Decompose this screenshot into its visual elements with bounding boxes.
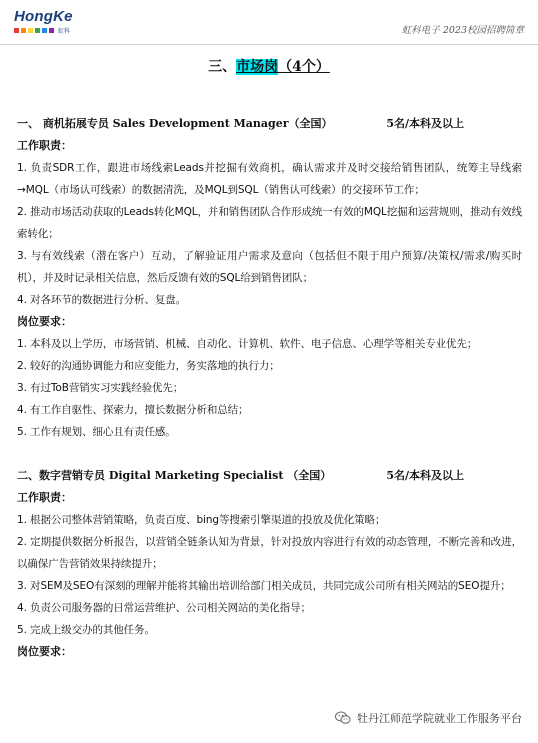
duties-label: 工作职责： xyxy=(17,491,72,504)
logo-text: HongKe xyxy=(14,8,73,25)
requirement-item: 3. 有过ToB营销实习实践经验优先； xyxy=(17,382,184,394)
logo-dot xyxy=(28,28,33,33)
wechat-icon xyxy=(335,711,351,725)
logo-dot xyxy=(49,28,54,33)
logo-dot xyxy=(21,28,26,33)
duty-item: 2. 推动市场活动获取的Leads转化MQL，并和销售团队合作形成统一有效的MQL挖掘和运营规则，推动有效线索转化； xyxy=(17,206,522,240)
section-gap xyxy=(17,443,522,465)
requirement-item: 2. 较好的沟通协调能力和应变能力，务实落地的执行力； xyxy=(17,360,280,372)
duties-label: 工作职责： xyxy=(17,139,72,152)
job-quota: 5名/本科及以上 xyxy=(386,117,464,130)
job-title: 一、 商机拓展专员 Sales Development Manager（全国） xyxy=(17,117,333,130)
duty-item: 1. 根据公司整体营销策略，负责百度、bing等搜索引擎渠道的投放及优化策略； xyxy=(17,514,386,526)
requirement-item: 1. 本科及以上学历，市场营销、机械、自动化、计算机、软件、电子信息、心理学等相关专业优先； xyxy=(17,338,478,350)
job-title: 二、数字营销专员 Digital Marketing Specialist （全国） xyxy=(17,469,332,482)
job-quota: 5名/本科及以上 xyxy=(386,469,464,482)
job-heading xyxy=(17,465,522,487)
header-right-text: 虹科电子 2023校园招聘简章 xyxy=(401,25,524,36)
title-prefix: 三、 xyxy=(208,59,237,75)
duty-item: 3. 与有效线索（潜在客户）互动，了解验证用户需求及意向（包括但不限于用户预算/决策权/需求/购买时机），并及时记录相关信息，然后反馈有效的SQL给到销售团队； xyxy=(17,250,522,284)
logo-sub-text: 虹科 xyxy=(58,28,71,35)
duty-item: 4. 对各环节的数据进行分析、复盘。 xyxy=(17,294,187,306)
logo-dot xyxy=(35,28,40,33)
job-heading xyxy=(17,113,522,135)
logo-color-bar xyxy=(14,26,73,35)
duty-item: 2. 定期提供数据分析报告，以营销全链条认知为背景，针对投放内容进行有效的动态管理，不断完善和改进，以确保广告营销效果持续提升； xyxy=(17,536,522,570)
watermark-text: 牡丹江师范学院就业工作服务平台 xyxy=(357,712,522,725)
logo-dot xyxy=(14,28,19,33)
duty-item: 4. 负责公司服务器的日常运营维护、公司相关网站的美化指导； xyxy=(17,602,311,614)
title-suffix: （4个） xyxy=(278,59,330,75)
duty-item: 1. 负责SDR工作，跟进市场线索Leads并挖掘有效商机，确认需求并及时交接给销售团队，统筹主导线索→MQL（市场认可线索）的数据清洗，及MQL到SQL（销售认可线索）的交接环节工作； xyxy=(17,162,522,196)
wechat-watermark xyxy=(331,708,526,728)
document-body xyxy=(17,113,522,663)
page-header xyxy=(0,0,538,45)
hongke-logo xyxy=(14,8,73,35)
page-title xyxy=(0,56,538,76)
duty-item: 3. 对SEM及SEO有深刻的理解并能将其输出培训给部门相关成员，共同完成公司所有相关网站的SEO提升； xyxy=(17,580,511,592)
requirements-label: 岗位要求： xyxy=(17,315,72,328)
requirements-label: 岗位要求： xyxy=(17,645,72,658)
title-highlight: 市场岗 xyxy=(236,59,279,75)
requirement-item: 5. 工作有规划、细心且有责任感。 xyxy=(17,426,176,438)
requirement-item: 4. 有工作自驱性、探索力，擅长数据分析和总结； xyxy=(17,404,249,416)
logo-dot xyxy=(42,28,47,33)
duty-item: 5. 完成上级交办的其他任务。 xyxy=(17,624,155,636)
